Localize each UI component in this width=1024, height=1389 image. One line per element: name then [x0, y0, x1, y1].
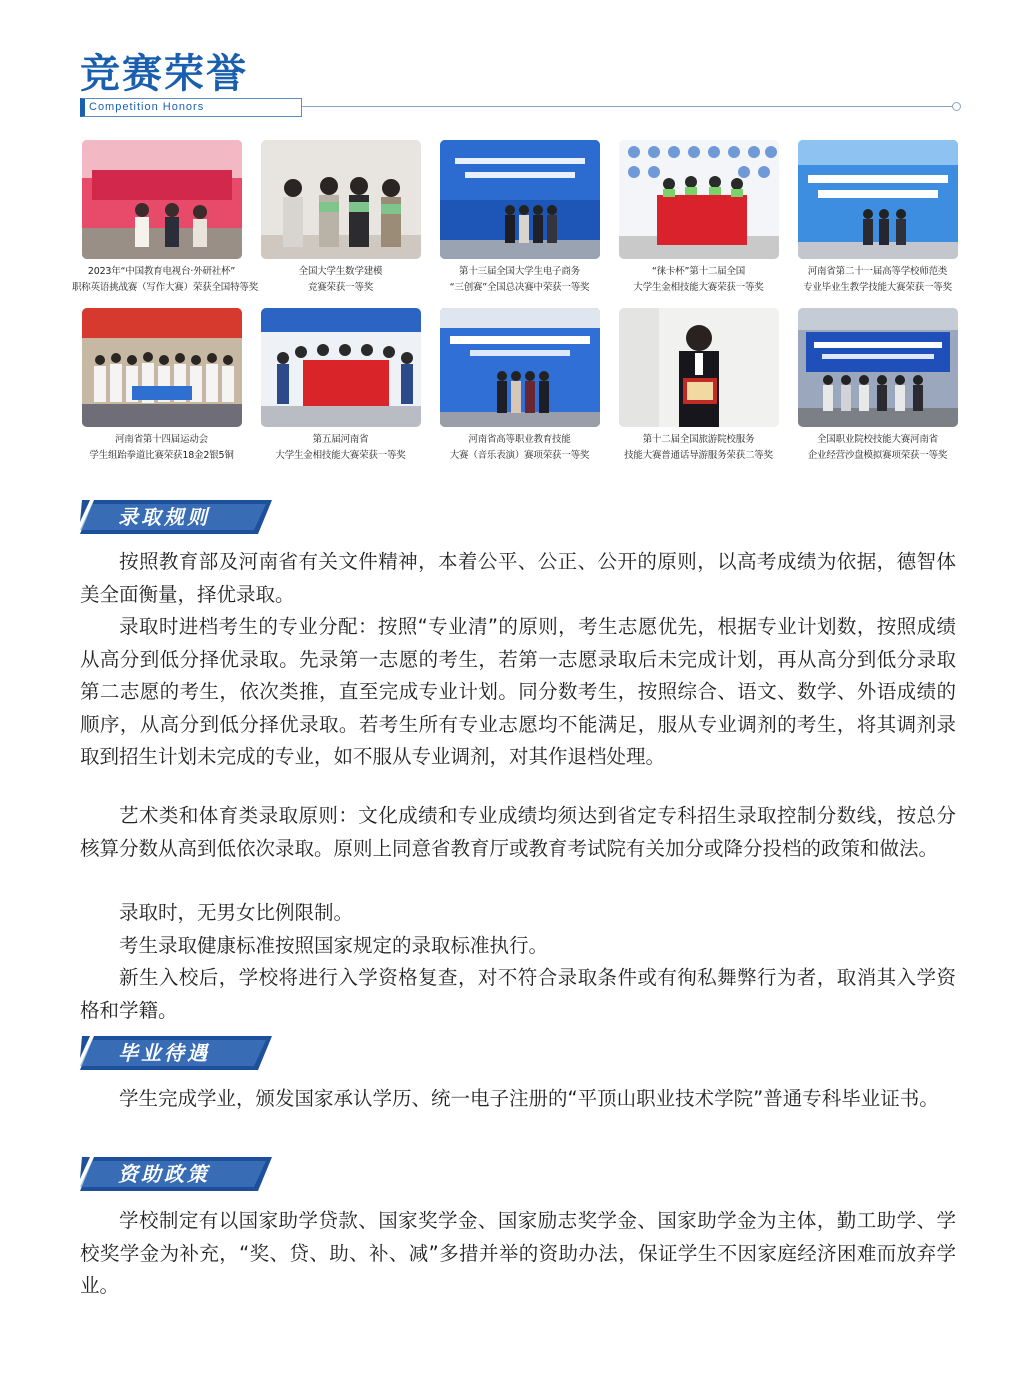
- honors-photo-grid: [72, 140, 967, 464]
- honor-card: [788, 308, 967, 464]
- award-photo-image: [261, 308, 421, 427]
- award-photo-image: [619, 308, 779, 427]
- paragraph: 学生完成学业，颁发国家承认学历、统一电子注册的“平顶山职业技术学院”普通专科毕业证书。: [119, 1087, 939, 1110]
- page-header: [80, 50, 960, 120]
- award-photo-image: [619, 140, 779, 259]
- award-photo-image: [261, 140, 421, 259]
- section-tag-graduation: [80, 1036, 272, 1070]
- award-photo: [619, 308, 779, 427]
- honor-caption-line-1: 第五届河南省: [312, 434, 369, 445]
- honor-caption-line-1: “徕卡杯”第十二届全国: [651, 266, 746, 277]
- award-photo: [82, 308, 242, 427]
- honor-caption-line-1: 全国大学生数学建模: [298, 266, 383, 277]
- award-photo-image: [440, 308, 600, 427]
- honor-card: [430, 140, 609, 296]
- header-divider-dot: [952, 102, 961, 111]
- award-photo: [261, 308, 421, 427]
- honor-caption-line-2: 企业经营沙盘模拟赛项荣获一等奖: [807, 450, 948, 461]
- award-photo-image: [440, 140, 600, 259]
- paragraph: 艺术类和体育类录取原则：文化成绩和专业成绩均须达到省定专科招生录取控制分数线，按总分核算分数从高到低依次录取。原则上同意省教育厅或教育考试院有关加分或降分投档的政策和做法。: [80, 804, 956, 860]
- paragraph: 学校制定有以国家助学贷款、国家奖学金、国家励志奖学金、国家助学金为主体，勤工助学、学校奖学金为补充，“奖、贷、助、补、减”多措并举的资助办法，保证学生不因家庭经济困难而放弃学业。: [80, 1209, 956, 1297]
- paragraph: 录取时，无男女比例限制。: [119, 901, 354, 924]
- award-photo: [440, 308, 600, 427]
- photo-row: [72, 308, 967, 464]
- award-photo: [82, 140, 242, 259]
- section-tag-admission: [80, 500, 272, 534]
- award-photo: [619, 140, 779, 259]
- paragraph: 录取时进档考生的专业分配：按照“专业清”的原则，考生志愿优先，根据专业计划数，按照成绩从高分到低分择优录取。先录第一志愿的考生，若第一志愿录取后未完成计划，再从高分到低分录取第二志愿的考生，依次类推，直至完成专业计划。同分数考生，按照综合、语文、数学、外语成绩的顺序，从高分到低分择优录取。若考生所有专业志愿均不能满足，服从专业调剂的考生，将其调剂录取到招生计划未完成的专业，如不服从专业调剂，对其作退档处理。: [80, 615, 956, 768]
- honor-card: [430, 308, 609, 464]
- honor-caption-line-1: 河南省第十四届运动会: [114, 434, 208, 445]
- page-subtitle: Competition Honors: [80, 98, 302, 117]
- honor-caption-line-2: 职称英语挑战赛（写作大赛）荣获全国特等奖: [72, 282, 259, 293]
- honor-caption-line-1: 第十二届全国旅游院校服务: [642, 434, 755, 445]
- section-heading: 资助政策: [118, 1162, 210, 1186]
- award-photo: [440, 140, 600, 259]
- award-photo-image: [82, 308, 242, 427]
- honor-caption-line-2: 竞赛荣获一等奖: [307, 282, 374, 293]
- paragraph: 考生录取健康标准按照国家规定的录取标准执行。: [119, 934, 549, 957]
- honor-caption-line-2: 技能大赛普通话导游服务荣获二等奖: [624, 450, 773, 461]
- paragraph: 新生入校后，学校将进行入学资格复查，对不符合录取条件或有徇私舞弊行为者，取消其入学资格和学籍。: [80, 966, 956, 1022]
- award-photo-image: [798, 140, 958, 259]
- honor-card: [72, 308, 251, 464]
- honor-caption-line-2: 大学生金相技能大赛荣获一等奖: [633, 282, 764, 293]
- honor-card: [251, 140, 430, 296]
- photo-row: [72, 140, 967, 296]
- award-photo: [798, 140, 958, 259]
- honor-card: [609, 308, 788, 464]
- honor-caption-line-2: 大赛（音乐表演）赛项荣获一等奖: [449, 450, 590, 461]
- honor-caption-line-1: 全国职业院校技能大赛河南省: [817, 434, 938, 445]
- honor-card: [609, 140, 788, 296]
- award-photo: [798, 308, 958, 427]
- honor-caption-line-1: 第十三届全国大学生电子商务: [459, 266, 580, 277]
- honor-caption-line-1: 2023年“中国教育电视台·外研社杯”: [87, 266, 236, 277]
- award-photo: [261, 140, 421, 259]
- award-photo-image: [798, 308, 958, 427]
- honor-card: [788, 140, 967, 296]
- section-tag-aid: [80, 1157, 272, 1191]
- header-divider: [302, 106, 952, 107]
- section-heading: 录取规则: [118, 505, 210, 529]
- honor-card: [72, 140, 259, 296]
- honor-caption-line-2: 学生组跆拳道比赛荣获18金2银5铜: [89, 450, 234, 461]
- honor-caption-line-2: 专业毕业生教学技能大赛荣获一等奖: [803, 282, 952, 293]
- honor-caption-line-2: 大学生金相技能大赛荣获一等奖: [275, 450, 406, 461]
- page-title: 竞赛荣誉: [80, 51, 248, 97]
- honor-card: [251, 308, 430, 464]
- section-heading: 毕业待遇: [118, 1041, 210, 1065]
- award-photo-image: [82, 140, 242, 259]
- honor-caption-line-2: “三创赛”全国总决赛中荣获一等奖: [449, 282, 590, 293]
- honor-caption-line-1: 河南省第二十一届高等学校师范类: [807, 266, 948, 277]
- honor-caption-line-1: 河南省高等职业教育技能: [468, 434, 571, 445]
- paragraph: 按照教育部及河南省有关文件精神，本着公平、公正、公开的原则，以高考成绩为依据，德智体美全面衡量，择优录取。: [80, 550, 956, 606]
